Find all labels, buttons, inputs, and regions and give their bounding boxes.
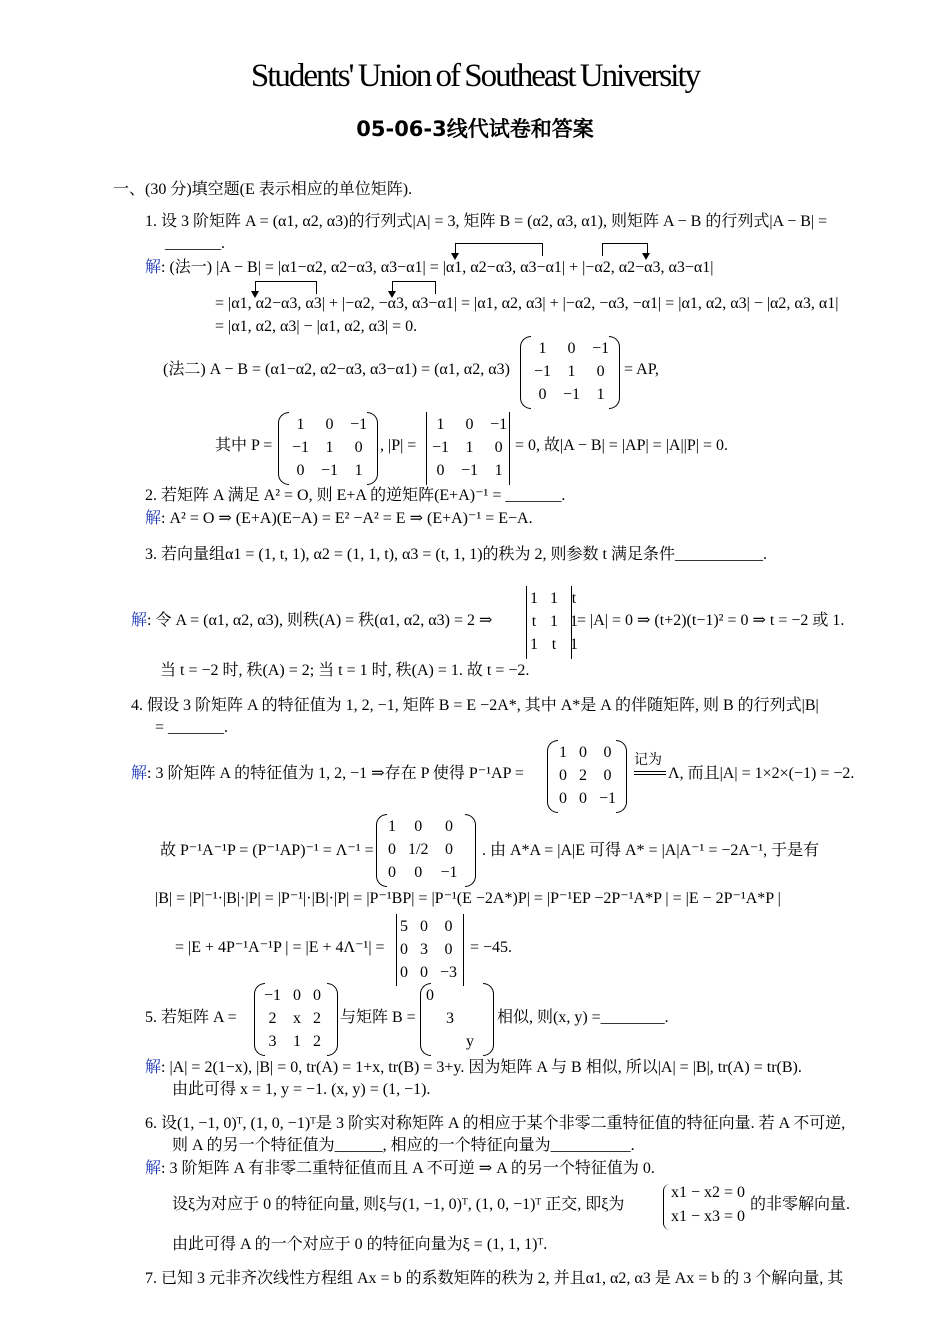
q3-ans-b: = |A| = 0 ⇒ (t+2)(t−1)² = 0 ⇒ t = −2 或 1. xyxy=(577,612,845,629)
matrix-cell: 0 xyxy=(414,818,423,835)
q3-text: 3. 若向量组α1 = (1, t, 1), α2 = (1, 1, t), α3 = (t, 1, 1)的秩为 2, 则参数 t 满足条件___________. xyxy=(145,546,767,563)
q1-text: 1. 设 3 阶矩阵 A = (α1, α2, α3)的行列式|A| = 3, 矩阵 B = (α2, α3, α1), 则矩阵 A − B 的行列式|A − B| = xyxy=(145,213,828,230)
q5-matrix-b xyxy=(420,983,494,1056)
matrix-row xyxy=(528,383,615,406)
matrix-row xyxy=(382,861,463,884)
matrix-cell: 0 xyxy=(444,941,453,958)
matrix-cell: 1/2 xyxy=(408,841,429,858)
q3-ans-a xyxy=(131,612,492,630)
matrix-cell: 1 xyxy=(530,590,538,607)
matrix-cell: 0 xyxy=(420,964,428,981)
q3-det xyxy=(524,586,578,659)
matrix-cell: −1 xyxy=(321,462,339,479)
q5-text-a: 5. 若矩阵 A = xyxy=(145,1009,237,1026)
q1-bracket-4 xyxy=(392,281,436,294)
matrix-row xyxy=(553,787,622,810)
matrix-cell: 0 xyxy=(567,340,576,357)
matrix-cell: 0 xyxy=(444,818,453,835)
matrix-cell: t xyxy=(551,636,557,653)
matrix-cell: 1 xyxy=(550,613,558,630)
matrix-cell: 0 xyxy=(420,918,428,935)
matrix-cell: 1 xyxy=(567,363,576,380)
matrix-row xyxy=(420,1030,480,1053)
q4-ans-a-text: : 3 阶矩阵 A 的特征值为 1, 2, −1 ⇒存在 P 使得 P⁻¹AP = xyxy=(147,765,524,782)
matrix-row xyxy=(420,1007,480,1030)
q1-fa2-end: = AP, xyxy=(624,361,659,378)
q5-ans2: 由此可得 x = 1, y = −1. (x, y) = (1, −1). xyxy=(172,1081,431,1098)
matrix-cell: −1 xyxy=(563,386,581,403)
matrix-cell: 3 xyxy=(420,941,428,958)
matrix-cell: 0 xyxy=(400,941,408,958)
q5-matrix-a xyxy=(254,983,338,1056)
matrix-cell: −1 xyxy=(440,864,458,881)
matrix-cell: 2 xyxy=(579,767,587,784)
matrix-cell: 1 xyxy=(325,439,334,456)
matrix-row xyxy=(528,337,615,360)
q2-ans-text: : A² = O ⇒ (E+A)(E−A) = E² −A² = E ⇒ (E+A)⁻¹ = E−A. xyxy=(161,510,533,527)
matrix-cell: 0 xyxy=(596,363,605,380)
matrix-cell: 3 xyxy=(446,1010,454,1027)
matrix-cell: 0 xyxy=(293,987,302,1004)
q4-det-final xyxy=(394,914,466,986)
matrix-row xyxy=(394,915,463,938)
matrix-row xyxy=(258,1030,327,1053)
matrix-cell: 1 xyxy=(570,613,578,630)
matrix-row xyxy=(258,984,327,1007)
matrix-cell: 2 xyxy=(313,1033,322,1050)
matrix-cell: 0 xyxy=(494,439,503,456)
q6-ans4: 由此可得 A 的一个对应于 0 的特征向量为ξ = (1, 1, 1)ᵀ. xyxy=(172,1236,548,1253)
matrix-cell: −1 xyxy=(350,416,368,433)
matrix-cell: −1 xyxy=(461,462,479,479)
q4-you: . 由 A*A = |A|E 可得 A* = |A|A⁻¹ = −2A⁻¹, 于是有 xyxy=(482,842,820,859)
matrix-cell: 0 xyxy=(579,790,587,807)
q4-text-a: 4. 假设 3 阶矩阵 A 的特征值为 1, 2, −1, 矩阵 B = E −2A*, 其中 A*是 A 的伴随矩阵, 则 B 的行列式|B| xyxy=(131,697,819,714)
matrix-cell: 2 xyxy=(268,1010,277,1027)
matrix-row xyxy=(286,413,373,436)
matrix-cell: −1 xyxy=(534,363,552,380)
jie-label: 解 xyxy=(131,612,148,629)
matrix-cell: 1 xyxy=(388,818,396,835)
matrix-cell: t xyxy=(531,613,537,630)
matrix-row xyxy=(426,436,513,459)
matrix-cell: 0 xyxy=(313,987,322,1004)
matrix-cell: 0 xyxy=(426,987,434,1004)
q5-ans1 xyxy=(145,1059,802,1077)
matrix-cell: 0 xyxy=(325,416,334,433)
matrix-cell: y xyxy=(466,1033,474,1050)
matrix-cell: 0 xyxy=(436,462,445,479)
matrix-cell xyxy=(460,1007,480,1030)
matrix-cell: 3 xyxy=(268,1033,277,1050)
q4-matrix-lambda xyxy=(547,740,627,813)
page-header: Students' Union of Southeast University xyxy=(250,58,700,94)
jie-label: 解 xyxy=(145,1160,162,1177)
matrix-cell: 0 xyxy=(603,744,612,761)
q6-eq1: x1 − x2 = 0 xyxy=(671,1184,746,1201)
q6-ans2: 设ξ为对应于 0 的特征向量, 则ξ与(1, −1, 0)ᵀ, (1, 0, −1)ᵀ 正交, 即ξ为 xyxy=(172,1196,625,1213)
document-title: 05-06-3线代试卷和答案 xyxy=(356,117,594,141)
q1-blank: _______. xyxy=(165,235,225,252)
matrix-cell: −1 xyxy=(490,416,508,433)
q1-ans-line1-text: : (法一) |A − B| = |α1−α2, α2−α3, α3−α1| = |α1, α2−α3, α3−α1| + |−α2, α2−α3, α3−α1| xyxy=(161,259,714,276)
q1-ans-line1 xyxy=(145,259,714,277)
matrix-row xyxy=(553,741,622,764)
matrix-cell: 0 xyxy=(444,918,453,935)
matrix-cell: x xyxy=(293,1010,302,1027)
matrix-cell: 0 xyxy=(354,439,363,456)
q3-ans-a-text: : 令 A = (α1, α2, α3), 则秩(A) = 秩(α1, α2, α3) = 2 ⇒ xyxy=(147,612,493,629)
matrix-cell: 1 xyxy=(494,462,503,479)
matrix-cell: 0 xyxy=(388,864,396,881)
q4-ans-b: Λ, 而且|A| = 1×2×(−1) = −2. xyxy=(668,765,855,782)
q6-brace xyxy=(663,1184,670,1230)
q5-text-c: 相似, 则(x, y) =________. xyxy=(497,1009,669,1026)
matrix-cell: 1 xyxy=(436,416,445,433)
matrix-cell xyxy=(460,984,480,1007)
matrix-row xyxy=(420,984,480,1007)
matrix-cell: 1 xyxy=(530,636,538,653)
matrix-cell: 1 xyxy=(465,439,474,456)
matrix-cell: 1 xyxy=(570,636,578,653)
matrix-cell: 1 xyxy=(296,416,305,433)
matrix-cell: −1 xyxy=(432,439,450,456)
q1-matrix-p xyxy=(520,336,620,409)
q1-end: = 0, 故|A − B| = |AP| = |A||P| = 0. xyxy=(515,437,728,454)
matrix-row xyxy=(553,764,622,787)
matrix-cell: 0 xyxy=(538,386,547,403)
jie-label: 解 xyxy=(145,259,162,276)
jie-label: 解 xyxy=(131,765,148,782)
matrix-cell: 5 xyxy=(400,918,408,935)
matrix-cell: 2 xyxy=(313,1010,322,1027)
matrix-cell xyxy=(440,1030,460,1053)
q1-detp-label: , |P| = xyxy=(380,437,417,454)
matrix-cell: −1 xyxy=(599,790,617,807)
matrix-row xyxy=(394,961,463,984)
q1-ans-line3: = |α1, α2, α3| − |α1, α2, α3| = 0. xyxy=(215,318,418,335)
q7-text: 7. 已知 3 元非齐次线性方程组 Ax = b 的系数矩阵的秩为 2, 并且α1, α2, α3 是 Ax = b 的 3 个解向量, 其 xyxy=(145,1270,844,1287)
matrix-cell: 1 xyxy=(538,340,547,357)
matrix-row xyxy=(286,436,373,459)
q4-last-a: = |E + 4P⁻¹A⁻¹P | = |E + 4Λ⁻¹| = xyxy=(175,939,385,956)
matrix-cell xyxy=(420,1030,440,1053)
matrix-row xyxy=(258,1007,327,1030)
q6-ans1 xyxy=(145,1160,655,1178)
matrix-row xyxy=(382,838,463,861)
matrix-row xyxy=(286,459,373,482)
matrix-row xyxy=(524,633,584,656)
q4-text-b: = _______. xyxy=(155,719,229,736)
q6-eq2: x1 − x3 = 0 xyxy=(671,1208,746,1225)
q1-qizhong: 其中 P = xyxy=(215,437,273,454)
matrix-cell: 0 xyxy=(465,416,474,433)
matrix-cell: 1 xyxy=(559,744,567,761)
matrix-cell: 0 xyxy=(559,767,567,784)
q4-jiwei: 记为 xyxy=(634,753,662,768)
q4-jiwei-line xyxy=(634,771,666,775)
matrix-cell: 0 xyxy=(444,841,453,858)
matrix-cell: −1 xyxy=(592,340,610,357)
matrix-row xyxy=(394,938,463,961)
jie-label: 解 xyxy=(145,510,162,527)
matrix-cell xyxy=(440,984,460,1007)
matrix-cell: 1 xyxy=(293,1033,302,1050)
q1-bracket-1 xyxy=(455,243,543,256)
matrix-cell: −1 xyxy=(292,439,310,456)
q1-det-p xyxy=(424,412,512,485)
q1-bracket-3 xyxy=(255,281,317,294)
jie-label: 解 xyxy=(145,1059,162,1076)
matrix-row xyxy=(524,587,584,610)
matrix-cell: 1 xyxy=(550,590,558,607)
q4-matrix-lambda-inv xyxy=(376,814,476,887)
section-heading: 一、(30 分)填空题(E 表示相应的单位矩阵). xyxy=(113,181,413,198)
matrix-cell: 0 xyxy=(400,964,408,981)
matrix-cell: −3 xyxy=(440,964,458,981)
matrix-cell: 0 xyxy=(414,864,423,881)
q1-matrix-p2 xyxy=(278,412,378,485)
q6-ans3: 的非零解向量. xyxy=(750,1196,851,1213)
q1-ans-line2: = |α1, α2−α3, α3| + |−α2, −α3, α3−α1| = |α1, α2, α3| + |−α2, −α3, −α1| = |α1, α2, α3| − |α2, α3, α1| xyxy=(215,295,839,312)
q3-ans-c: 当 t = −2 时, 秩(A) = 2; 当 t = 1 时, 秩(A) = 1. 故 t = −2. xyxy=(160,662,530,679)
q6-text-b: 则 A 的另一个特征值为______, 相应的一个特征向量为__________. xyxy=(172,1137,635,1154)
matrix-cell: t xyxy=(571,590,577,607)
q2-text: 2. 若矩阵 A 满足 A² = O, 则 E+A 的逆矩阵(E+A)⁻¹ = _______. xyxy=(145,487,566,504)
matrix-cell: 0 xyxy=(579,744,587,761)
matrix-cell: 0 xyxy=(559,790,567,807)
q1-fa2: (法二) A − B = (α1−α2, α2−α3, α3−α1) = (α1, α2, α3) xyxy=(163,361,510,378)
matrix-row xyxy=(426,413,513,436)
matrix-cell: 0 xyxy=(388,841,396,858)
matrix-cell: 0 xyxy=(296,462,305,479)
q6-text-a: 6. 设(1, −1, 0)ᵀ, (1, 0, −1)ᵀ是 3 阶实对称矩阵 A 的相应于某个非零二重特征值的特征向量. 若 A 不可逆, xyxy=(145,1115,846,1132)
matrix-row xyxy=(426,459,513,482)
matrix-cell xyxy=(420,1007,440,1030)
q6-ans1-text: : 3 阶矩阵 A 有非零二重特征值而且 A 不可逆 ⇒ A 的另一个特征值为 0. xyxy=(161,1160,655,1177)
q4-gu: 故 P⁻¹A⁻¹P = (P⁻¹AP)⁻¹ = Λ⁻¹ = xyxy=(160,842,374,859)
q5-ans1-text: : |A| = 2(1−x), |B| = 0, tr(A) = 1+x, tr(B) = 3+y. 因为矩阵 A 与 B 相似, 所以|A| = |B|, tr(A) = tr(B). xyxy=(161,1059,802,1076)
matrix-cell: 1 xyxy=(596,386,605,403)
q4-ans-a xyxy=(131,765,524,783)
matrix-row xyxy=(524,610,584,633)
q4-detb: |B| = |P|⁻¹·|B|·|P| = |P⁻¹|·|B|·|P| = |P⁻¹BP| = |P⁻¹(E −2A*)P| = |P⁻¹EP −2P⁻¹A*P | = |E − 2P⁻¹A*P | xyxy=(155,890,781,907)
matrix-row xyxy=(528,360,615,383)
q4-last-b: = −45. xyxy=(470,939,513,956)
matrix-cell: 0 xyxy=(603,767,612,784)
matrix-row xyxy=(382,815,463,838)
q2-ans xyxy=(145,510,533,528)
matrix-cell: −1 xyxy=(264,987,282,1004)
matrix-cell: 1 xyxy=(354,462,363,479)
q5-text-b: 与矩阵 B = xyxy=(340,1009,416,1026)
